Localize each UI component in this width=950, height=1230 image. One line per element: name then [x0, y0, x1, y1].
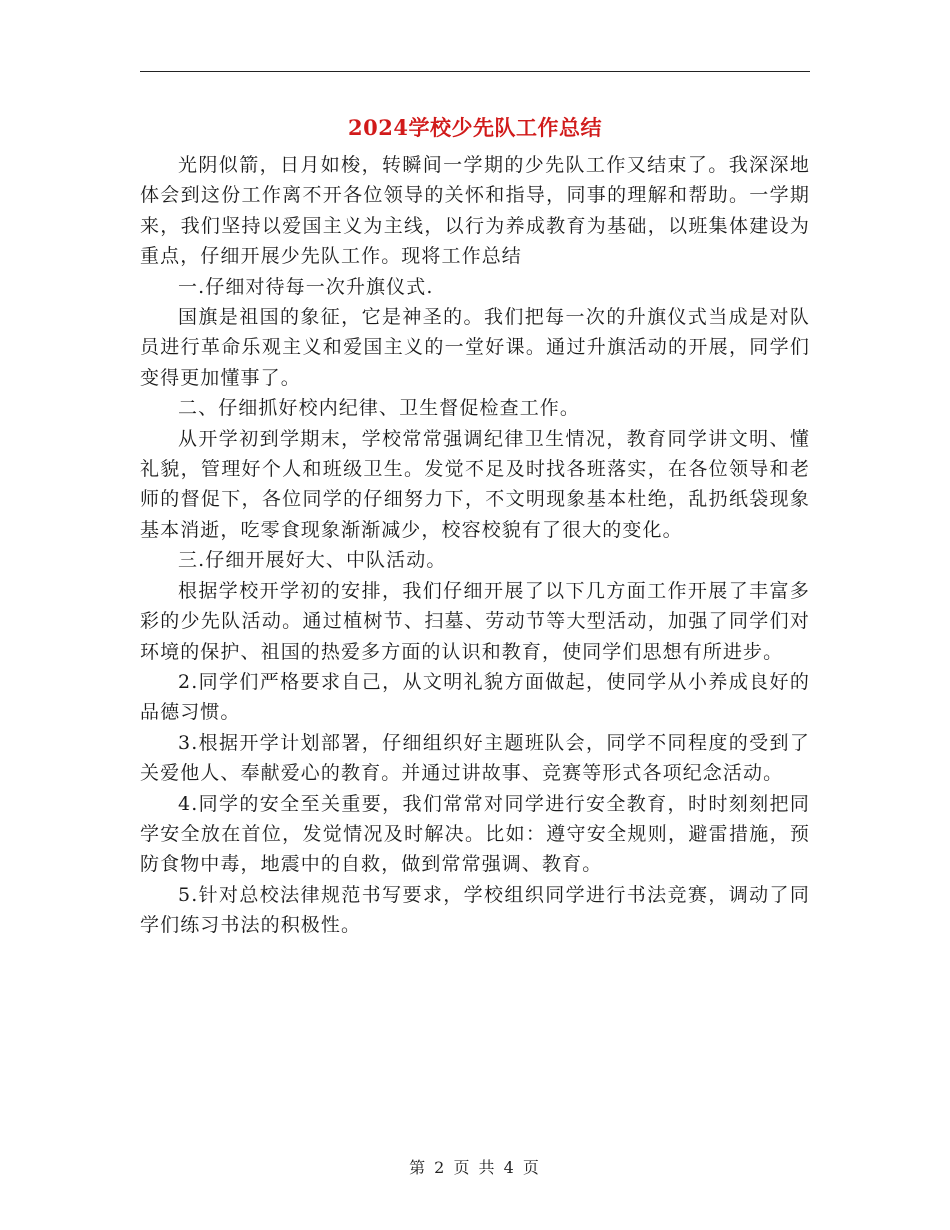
paragraph-activities: 根据学校开学初的安排，我们仔细开展了以下几方面工作开展了丰富多彩的少先队活动。通过植树节、扫墓、劳动节等大型活动，加强了同学们对环境的保护、祖国的热爱多方面的认识和教育，使同学们思想有所进步。 — [140, 579, 810, 663]
document-body — [140, 150, 810, 941]
list-item-2: 2.同学们严格要求自己，从文明礼貌方面做起，使同学从小养成良好的品德习惯。 — [140, 670, 810, 724]
page-number: 第 2 页 共 4 页 — [409, 1158, 541, 1177]
document-title: 2024学校少先队工作总结 — [348, 115, 602, 140]
section-heading-2: 二、仔细抓好校内纪律、卫生督促检查工作。 — [178, 397, 581, 420]
list-item-5: 5.针对总校法律规范书写要求，学校组织同学进行书法竞赛，调动了同学们练习书法的积极性。 — [140, 883, 810, 937]
header-rule — [140, 71, 810, 72]
list-item-3: 3.根据开学计划部署，仔细组织好主题班队会，同学不同程度的受到了关爱他人、奉献爱心的教育。并通过讲故事、竞赛等形式各项纪念活动。 — [140, 731, 810, 785]
paragraph-intro: 光阴似箭，日月如梭，转瞬间一学期的少先队工作又结束了。我深深地体会到这份工作离不开各位领导的关怀和指导，同事的理解和帮助。一学期来，我们坚持以爱国主义为主线，以行为养成教育为基础，以班集体建设为重点，仔细开展少先队工作。现将工作总结 — [140, 154, 810, 268]
section-heading-3: 三.仔细开展好大、中队活动。 — [178, 549, 447, 572]
list-item-4: 4.同学的安全至关重要，我们常常对同学进行安全教育，时时刻刻把同学安全放在首位，发觉情况及时解决。比如：遵守安全规则，避雷措施，预防食物中毒，地震中的自救，做到常常强调、教育。 — [140, 792, 810, 876]
paragraph-flag-ceremony: 国旗是祖国的象征，它是神圣的。我们把每一次的升旗仪式当成是对队员进行革命乐观主义和爱国主义的一堂好课。通过升旗活动的开展，同学们变得更加懂事了。 — [140, 306, 810, 389]
section-heading-1: 一.仔细对待每一次升旗仪式. — [178, 275, 434, 298]
paragraph-discipline-hygiene: 从开学初到学期末，学校常常强调纪律卫生情况，教育同学讲文明、懂礼貌，管理好个人和班级卫生。发觉不足及时找各班落实，在各位领导和老师的督促下，各位同学的仔细努力下，不文明现象基本杜绝，乱扔纸袋现象基本消逝，吃零食现象渐渐减少，校容校貌有了很大的变化。 — [140, 427, 810, 541]
